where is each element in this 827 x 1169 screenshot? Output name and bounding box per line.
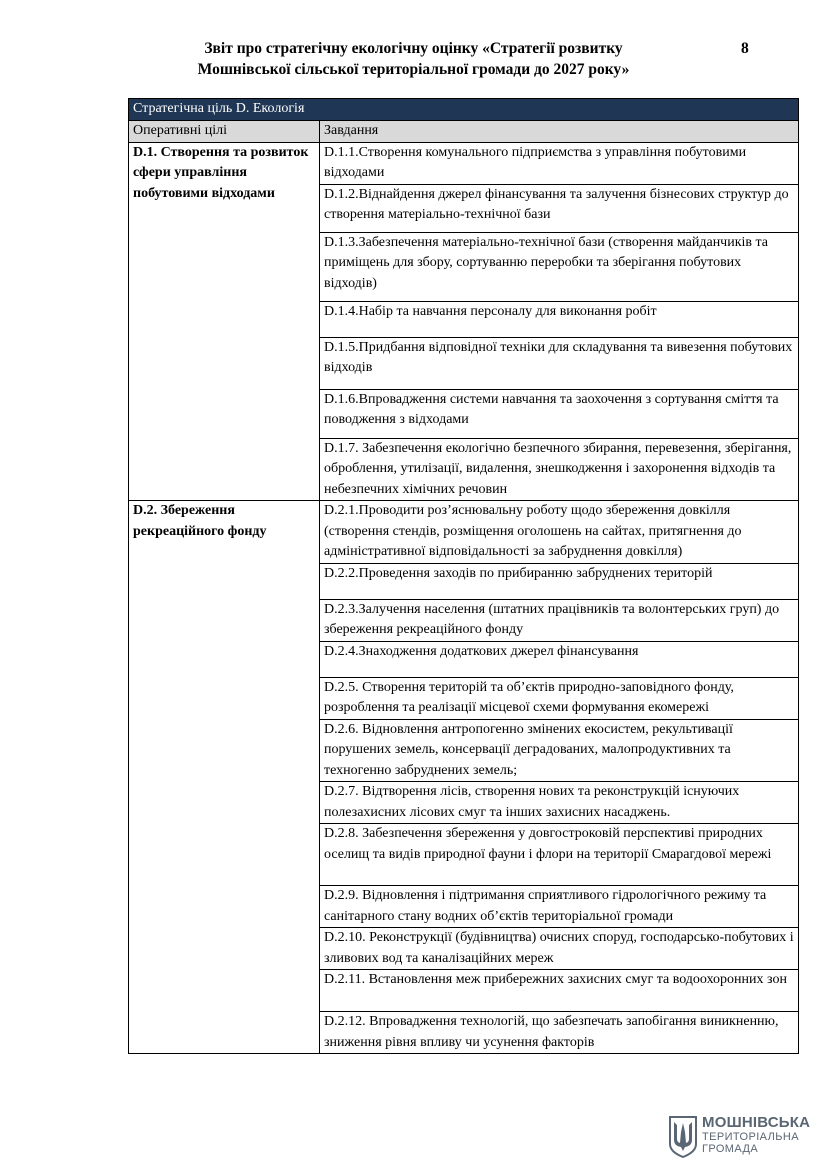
table-row [129,501,799,564]
logo-line3: ГРОМАДА [702,1143,759,1155]
task-cell: D.2.6. Відновлення антропогенно змінених екосистем, рекультивації порушених земель, консервації деградованих, малопродуктивних та техногенно забруднених земель; [320,719,799,782]
document-header [0,38,827,80]
column-header-tasks: Завдання [320,121,799,143]
task-cell: D.2.7. Відтворення лісів, створення нових та реконструкцій існуючих полезахисних лісових смуг та інших захисних насаджень. [320,782,799,824]
task-cell: D.1.4.Набір та навчання персоналу для виконання робіт [320,301,799,337]
logo-line1: МОШНІВСЬКА [702,1114,811,1131]
task-cell: D.1.1.Створення комунального підприємства з управління побутовими відходами [320,142,799,184]
community-logo [668,1114,818,1160]
task-cell: D.2.2.Проведення заходів по прибиранню забруднених територій [320,563,799,599]
task-cell: D.1.5.Придбання відповідної техніки для складування та вивезення побутових відходів [320,337,799,389]
task-cell: D.2.10. Реконструкції (будівництва) очисних споруд, господарсько-побутових і зливових вод та каналізаційних мереж [320,928,799,970]
logo-text [702,1115,810,1155]
column-header-row [129,121,799,143]
task-cell: D.1.3.Забезпечення матеріально-технічної бази (створення майданчиків та приміщень для збору, сортуванню переробки та зберігання побутових відходів) [320,232,799,301]
task-cell: D.1.7. Забезпечення екологічно безпечного збирання, перевезення, зберігання, оброблення, утилізації, видалення, знешкодження і захоронення відходів та небезпечних хімічних речовин [320,438,799,501]
task-cell: D.2.4.Знаходження додаткових джерел фінансування [320,641,799,677]
goal-d1-cell: D.1. Створення та розвиток сфери управління побутовими відходами [129,142,320,501]
header-title-line1: Звіт про стратегічну екологічну оцінку «Стратегії розвитку [204,40,623,57]
task-cell: D.1.2.Віднайдення джерел фінансування та залучення бізнесових структур до створення матеріально-технічної бази [320,184,799,232]
table-title: Стратегічна ціль D. Екологія [129,99,799,121]
trident-emblem-icon [668,1116,698,1158]
task-cell: D.2.5. Створення територій та об’єктів природно-заповідного фонду, розроблення та реалізації місцевої схеми формування екомережі [320,677,799,719]
task-cell: D.2.12. Впровадження технологій, що забезпечать запобігання виникненню, зниження рівня впливу чи усунення факторів [320,1012,799,1054]
column-header-goals: Оперативні цілі [129,121,320,143]
task-cell: D.2.9. Відновлення і підтримання сприятливого гідрологічного режиму та санітарного стану водних об’єктів територіальної громади [320,886,799,928]
goal-d2-cell: D.2. Збереження рекреаційного фонду [129,501,320,1054]
task-cell: D.2.11. Встановлення меж прибережних захисних смуг та водоохоронних зон [320,970,799,1012]
task-cell: D.1.6.Впровадження системи навчання та заохочення з сортування сміття та поводження з відходами [320,389,799,438]
strategy-table [128,98,799,1054]
table-row [129,142,799,184]
task-cell: D.2.3.Залучення населення (штатних працівників та волонтерських груп) до збереження рекреаційного фонду [320,599,799,641]
task-cell: D.2.8. Забезпечення збереження у довгостроковій перспективі природних оселищ та видів природної фауни і флори на території Смарагдової мережі [320,824,799,886]
header-title-line2: Мошнівської сільської територіальної громади до 2027 року» [197,61,630,78]
task-cell: D.2.1.Проводити роз’яснювальну роботу щодо збереження довкілля (створення стендів, розміщення оголошень на сайтах, притягнення до адміністративної відповідальності за забруднення довкілля) [320,501,799,564]
logo-line2: ТЕРИТОРІАЛЬНА [702,1131,799,1143]
page-number: 8 [741,40,749,57]
table-title-row [129,99,799,121]
